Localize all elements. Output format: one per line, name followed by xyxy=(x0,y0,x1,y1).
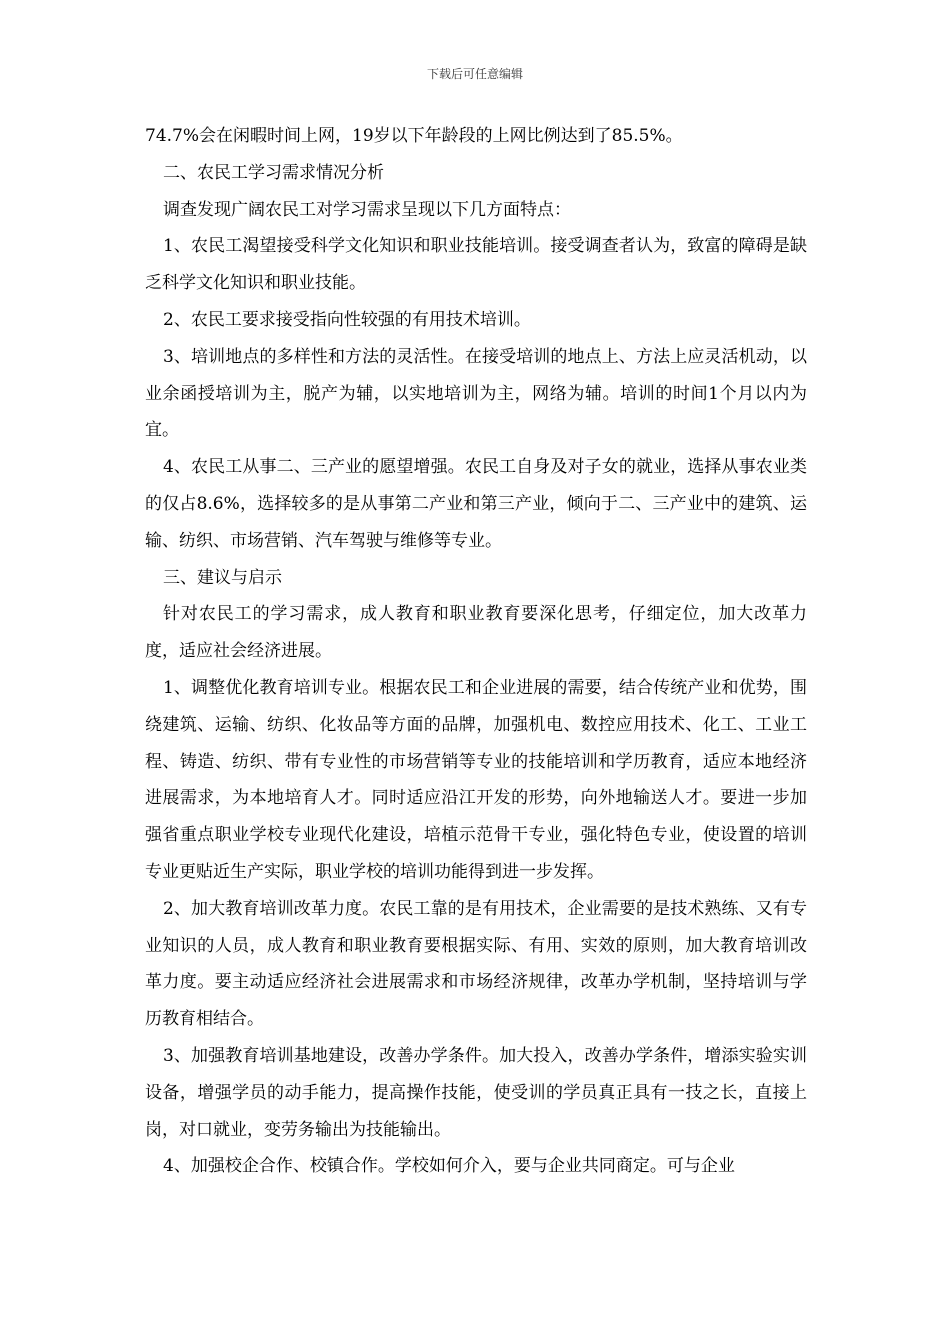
paragraph-10: 1、调整优化教育培训专业。根据农民工和企业进展的需要，结合传统产业和优势，围绕建筑、运输、纺织、化妆品等方面的品牌，加强机电、数控应用技术、化工、工业工程、铸造、纺织、带有专业性的市场营销等专业的技能培训和学历教育，适应本地经济进展需求，为本地培育人才。同时适应沿江开发的形势，向外地输送人才。要进一步加强省重点职业学校专业现代化建设，培植示范骨干专业，强化特色专业，使设置的培训专业更贴近生产实际，职业学校的培训功能得到进一步发挥。 xyxy=(145,677,807,882)
section-heading-3: 三、建议与启示 xyxy=(163,567,282,588)
section-heading-2: 二、农民工学习需求情况分析 xyxy=(163,162,384,183)
paragraph-3: 调查发现广阔农民工对学习需求呈现以下几方面特点： xyxy=(163,199,571,220)
paragraph-13: 4、加强校企合作、校镇合作。学校如何介入，要与企业共同商定。可与企业 xyxy=(163,1156,735,1177)
paragraph-6: 3、培训地点的多样性和方法的灵活性。在接受培训的地点上、方法上应灵活机动，以业余函授培训为主，脱产为辅，以实地培训为主，网络为辅。培训的时间1个月以内为宜。 xyxy=(145,346,807,441)
document-body xyxy=(145,118,807,1185)
paragraph-4: 1、农民工渴望接受科学文化知识和职业技能培训。接受调查者认为，致富的障碍是缺乏科学文化知识和职业技能。 xyxy=(145,236,807,294)
page-header: 下载后可任意编辑 xyxy=(426,67,523,81)
paragraph-9: 针对农民工的学习需求，成人教育和职业教育要深化思考，仔细定位，加大改革力度，适应社会经济进展。 xyxy=(145,604,807,662)
paragraph-1: 74.7%会在闲暇时间上网，19岁以下年龄段的上网比例达到了85.5%。 xyxy=(145,126,683,146)
paragraph-11: 2、加大教育培训改革力度。农民工靠的是有用技术，企业需要的是技术熟练、又有专业知识的人员，成人教育和职业教育要根据实际、有用、实效的原则，加大教育培训改革力度。要主动适应经济社会进展需求和市场经济规律，改革办学机制，坚持培训与学历教育相结合。 xyxy=(145,898,807,1030)
paragraph-7: 4、农民工从事二、三产业的愿望增强。农民工自身及对子女的就业，选择从事农业类的仅占8.6%，选择较多的是从事第二产业和第三产业，倾向于二、三产业中的建筑、运输、纺织、市场营销、汽车驾驶与维修等专业。 xyxy=(145,457,807,551)
paragraph-12: 3、加强教育培训基地建设，改善办学条件。加大投入，改善办学条件，增添实验实训设备，增强学员的动手能力，提高操作技能，使受训的学员真正具有一技之长，直接上岗，对口就业，变劳务输出为技能输出。 xyxy=(145,1045,807,1140)
paragraph-5: 2、农民工要求接受指向性较强的有用技术培训。 xyxy=(163,309,531,330)
